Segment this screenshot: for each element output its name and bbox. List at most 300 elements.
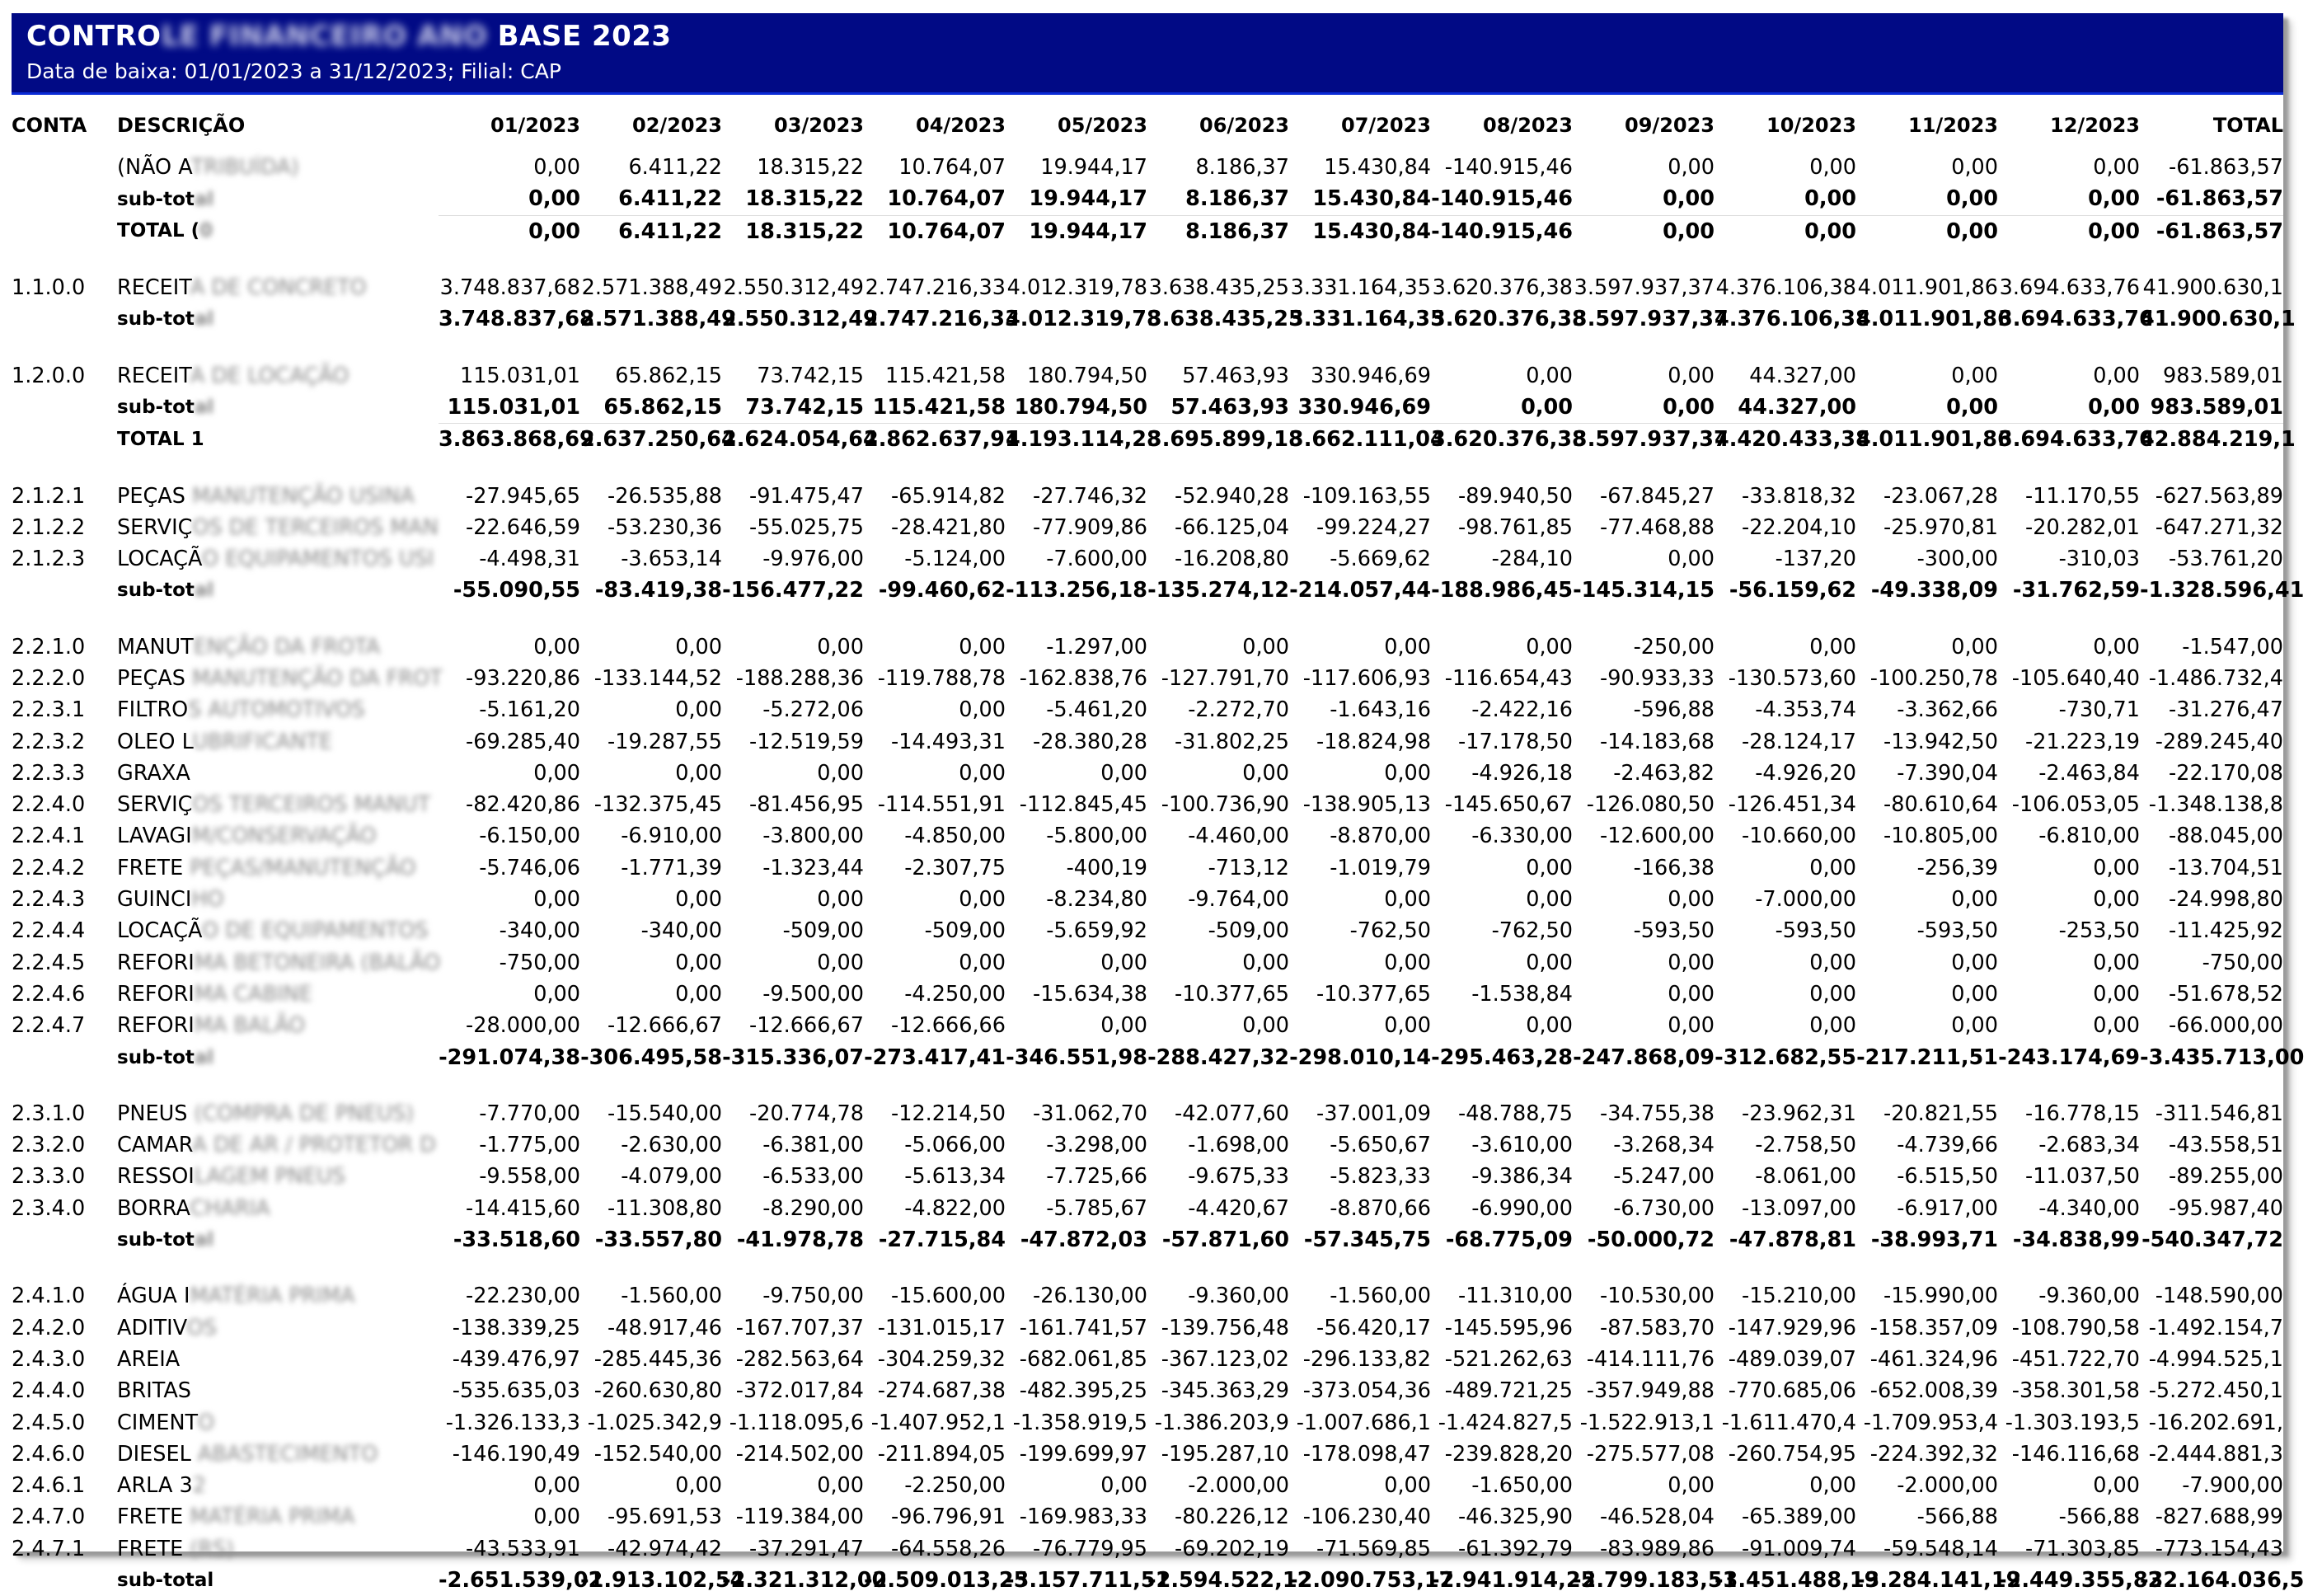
month-value-cell: 0,00 [1573, 215, 1715, 247]
month-value-cell: -55.025,75 [749, 514, 864, 540]
month-value-cell: -139.756,48 [1161, 1315, 1289, 1340]
month-value-cell: 0,00 [1668, 981, 1715, 1007]
account-code: 2.2.4.5 [12, 950, 86, 975]
month-value-cell: 0,00 [1809, 1473, 1856, 1499]
month-value-cell: -67.845,27 [1600, 483, 1715, 509]
month-value-cell: -91.009,74 [1742, 1536, 1856, 1561]
month-value-cell: 65.862,15 [615, 363, 722, 388]
description-visible-text: ARLA 3 [117, 1473, 193, 1499]
month-value-cell: -372.017,84 [735, 1378, 864, 1404]
month-value-cell: 4.012.319,78 [1006, 307, 1161, 332]
month-value-cell: 3.331.164,35 [1289, 307, 1445, 332]
month-value-cell: -19.287,55 [607, 729, 722, 754]
total-cell: -647.271,32 [2155, 514, 2283, 540]
month-value-cell: 8.186,37 [1195, 155, 1289, 181]
month-value-cell: -373.054,36 [1302, 1378, 1431, 1404]
month-value-cell: -12.600,00 [1600, 824, 1715, 849]
month-value-cell: -4.498,31 [479, 547, 580, 572]
table-row [12, 359, 2283, 391]
month-value-cell: -5.247,00 [1613, 1164, 1715, 1190]
month-value-cell: 0,00 [1384, 634, 1431, 660]
month-value-cell: -273.417,41 [864, 1044, 1006, 1070]
description-redacted-text: CHARIA [190, 1195, 270, 1221]
col-header-12-2023: 12/2023 [2050, 114, 2140, 137]
description-visible-text: ADITIV [117, 1315, 187, 1340]
month-value-cell: -288.427,32 [1147, 1044, 1289, 1070]
month-value-cell: -127.791,70 [1161, 666, 1289, 691]
description-redacted-text: A DE LOCAÇÃO [190, 363, 349, 388]
month-value-cell: 0,00 [2093, 363, 2140, 388]
month-value-cell: 3.695.899,18 [1147, 424, 1289, 456]
total-cell: -1.486.732,4 [2148, 666, 2283, 691]
month-value-cell: 0,00 [959, 634, 1006, 660]
month-value-cell: -28.380,28 [1033, 729, 1147, 754]
total-cell: -61.863,57 [2156, 186, 2283, 212]
table-row [12, 1129, 2283, 1161]
table-body [12, 152, 2305, 1596]
month-value-cell: 0,00 [1384, 760, 1431, 786]
account-description [117, 1041, 439, 1073]
month-value-cell: 0,00 [1521, 394, 1573, 420]
description-redacted-text: MATÉRIA PRIMA [190, 1284, 355, 1309]
month-value-cell: 330.946,69 [1310, 363, 1431, 388]
month-value-cell: 73.742,15 [757, 363, 864, 388]
month-value-cell: -1.025.342,9 [587, 1410, 722, 1435]
month-value-cell: -6.330,00 [1471, 824, 1573, 849]
total-cell: -750,00 [2202, 950, 2283, 975]
month-value-cell: 0,00 [533, 760, 580, 786]
month-value-cell: 4.376.106,38 [1715, 275, 1856, 301]
month-value-cell: -6.917,00 [1897, 1195, 1998, 1221]
month-value-cell: 0,00 [1242, 760, 1289, 786]
description-visible-text: BORRA [117, 1195, 190, 1221]
account-code: 2.3.4.0 [12, 1195, 86, 1221]
month-value-cell: -8.061,00 [1755, 1164, 1856, 1190]
account-code [12, 152, 117, 183]
month-value-cell: -1.407.952,1 [870, 1410, 1006, 1435]
month-value-cell: -95.691,53 [607, 1504, 722, 1530]
month-value-cell: -214.057,44 [1289, 578, 1431, 603]
month-value-cell: 4.376.106,38 [1715, 307, 1870, 332]
description-redacted-text: MANUTENÇÃO USINA [185, 483, 415, 509]
description-visible-text: DIESEL [117, 1441, 191, 1467]
month-value-cell: -11.170,55 [2025, 483, 2140, 509]
total-cell: -2.444.881,3 [2148, 1441, 2283, 1467]
month-value-cell: -682.061,85 [1019, 1346, 1147, 1372]
month-value-cell: -2.250,00 [904, 1473, 1006, 1499]
description-redacted-text: MA CABINE [194, 981, 312, 1007]
account-code: 2.1.2.1 [12, 483, 86, 509]
month-value-cell: 0,00 [2093, 855, 2140, 880]
month-value-cell: 0,00 [1809, 1013, 1856, 1039]
month-value-cell: -3.298,00 [1046, 1133, 1147, 1158]
account-description [117, 392, 439, 424]
month-value-cell: -214.502,00 [735, 1441, 864, 1467]
description-visible-text: PEÇAS [117, 483, 185, 509]
total-cell: -53.761,20 [2169, 547, 2283, 572]
total-cell: -22.170,08 [2169, 760, 2283, 786]
month-value-cell: -2.090.753,17 [1289, 1568, 1454, 1594]
month-value-cell: -247.868,09 [1573, 1044, 1715, 1070]
month-value-cell: -439.476,97 [452, 1346, 580, 1372]
account-code: 2.2.4.2 [12, 855, 86, 880]
month-value-cell: 8.186,37 [1147, 215, 1289, 247]
total-cell: -61.863,57 [2140, 215, 2283, 247]
month-value-cell: -188.986,45 [1431, 578, 1573, 603]
account-code: 2.4.6.0 [12, 1441, 86, 1467]
month-value-cell: -1.118.095,6 [729, 1410, 864, 1435]
month-value-cell: -2.758,50 [1755, 1133, 1856, 1158]
account-description [117, 663, 443, 694]
month-value-cell: -27.945,65 [466, 483, 580, 509]
month-value-cell: -106.053,05 [2011, 792, 2140, 818]
month-value-cell: -14.415,60 [466, 1195, 580, 1221]
month-value-cell: -5.066,00 [904, 1133, 1006, 1158]
month-value-cell: -224.392,32 [1869, 1441, 1998, 1467]
month-value-cell: -1.303.193,5 [2005, 1410, 2140, 1435]
month-value-cell: -138.905,13 [1302, 792, 1431, 818]
total-cell: -66.000,00 [2169, 1013, 2283, 1039]
month-value-cell: -119.788,78 [877, 666, 1006, 691]
month-value-cell: -34.838,99 [2012, 1228, 2140, 1253]
month-value-cell: -770.685,06 [1728, 1378, 1856, 1404]
month-value-cell: -5.272,06 [762, 697, 864, 723]
total-cell: -1.328.596,41 [2140, 578, 2305, 603]
month-value-cell: -5.461,20 [1046, 697, 1147, 723]
month-value-cell: -26.535,88 [607, 483, 722, 509]
month-value-cell: -131.015,17 [877, 1315, 1006, 1340]
month-value-cell: 0,00 [1668, 887, 1715, 913]
month-value-cell: 4.011.901,86 [1856, 307, 2012, 332]
month-value-cell: -1.698,00 [1188, 1133, 1289, 1158]
description-redacted-text: OS TERCEIROS MANUT [192, 792, 431, 818]
month-value-cell: -310,03 [2058, 547, 2140, 572]
month-value-cell: -91.475,47 [749, 483, 864, 509]
month-value-cell: -414.111,76 [1586, 1346, 1715, 1372]
month-value-cell: 0,00 [528, 186, 580, 212]
month-value-cell: -65.389,00 [1742, 1504, 1856, 1530]
month-value-cell: -77.909,86 [1033, 514, 1147, 540]
month-value-cell: -345.363,29 [1161, 1378, 1289, 1404]
month-value-cell: -15.210,00 [1742, 1284, 1856, 1309]
month-value-cell: -61.392,79 [1458, 1536, 1573, 1561]
table-row [12, 1098, 2283, 1129]
description-redacted-text: MA BALÃO [194, 1013, 306, 1039]
account-code: 2.3.2.0 [12, 1133, 86, 1158]
subtotal-row [12, 575, 2283, 606]
description-visible-text: RECEIT [117, 275, 190, 301]
table-row [12, 543, 2283, 575]
month-value-cell: -12.666,67 [607, 1013, 722, 1039]
month-value-cell: -15.990,00 [1883, 1284, 1998, 1309]
description-visible-text: REFORI [117, 950, 195, 975]
table-row [12, 694, 2283, 725]
month-value-cell: -312.682,55 [1715, 1044, 1856, 1070]
month-value-cell: 2.550.312,49 [722, 307, 878, 332]
description-visible-text: AREIA [117, 1346, 181, 1372]
table-row [12, 725, 2283, 757]
month-value-cell: -113.256,18 [1006, 578, 1147, 603]
month-value-cell: -18.824,98 [1316, 729, 1431, 754]
month-value-cell: -99.460,62 [878, 578, 1006, 603]
month-value-cell: 2.637.250,64 [580, 424, 722, 456]
month-value-cell: -116.654,43 [1444, 666, 1573, 691]
month-value-cell: -71.569,85 [1316, 1536, 1431, 1561]
month-value-cell: -83.989,86 [1600, 1536, 1715, 1561]
description-visible-text: SERVIÇ [117, 792, 193, 818]
description-visible-text: RESSOI [117, 1164, 195, 1190]
month-value-cell: 0,00 [1951, 1013, 1998, 1039]
month-value-cell: -451.722,70 [2011, 1346, 2140, 1372]
month-value-cell: -162.838,76 [1019, 666, 1147, 691]
month-value-cell: 0,00 [1242, 1013, 1289, 1039]
month-value-cell: -20.821,55 [1883, 1101, 1998, 1126]
description-visible-text: FRETE [117, 1536, 184, 1561]
description-visible-text: TOTAL ( [117, 220, 200, 242]
account-code [12, 1565, 117, 1596]
table-row [12, 789, 2283, 820]
row-spacer [12, 335, 2283, 359]
month-value-cell: -1.771,39 [621, 855, 722, 880]
month-value-cell: 18.315,22 [722, 215, 864, 247]
month-value-cell: 57.463,93 [1182, 363, 1289, 388]
month-value-cell: -146.116,68 [2011, 1441, 2140, 1467]
month-value-cell: -156.477,22 [722, 578, 864, 603]
month-value-cell: -2.463,84 [2038, 760, 2140, 786]
month-value-cell: -243.174,69 [1998, 1044, 2140, 1070]
month-value-cell: -46.325,90 [1458, 1504, 1573, 1530]
month-value-cell: 0,00 [1998, 215, 2140, 247]
month-value-cell: -23.962,31 [1742, 1101, 1856, 1126]
month-value-cell: 6.411,22 [580, 215, 722, 247]
account-description [117, 1375, 439, 1406]
table-row [12, 1533, 2283, 1565]
description-visible-text: FRETE [117, 855, 184, 880]
account-code: 2.4.5.0 [12, 1410, 86, 1435]
table-row [12, 1280, 2283, 1312]
month-value-cell: -274.687,38 [877, 1378, 1006, 1404]
month-value-cell: -652.008,39 [1869, 1378, 1998, 1404]
month-value-cell: -42.077,60 [1175, 1101, 1289, 1126]
account-code: 2.4.6.1 [12, 1473, 86, 1499]
month-value-cell: -4.420,67 [1188, 1195, 1289, 1221]
col-header-10-2023: 10/2023 [1766, 114, 1856, 137]
month-value-cell: -28.000,00 [466, 1013, 580, 1039]
month-value-cell: -1.424.827,5 [1438, 1410, 1573, 1435]
account-description [117, 915, 439, 946]
month-value-cell: 18.315,22 [757, 155, 864, 181]
month-value-cell: -1.297,00 [1046, 634, 1147, 660]
row-spacer [12, 247, 2283, 272]
month-value-cell: -1.386.203,9 [1154, 1410, 1289, 1435]
total-cell: -95.987,40 [2169, 1195, 2283, 1221]
month-value-cell: 0,00 [1526, 887, 1573, 913]
month-value-cell: -5.823,33 [1330, 1164, 1431, 1190]
description-redacted-text: (RS) [183, 1536, 235, 1561]
col-header-05-2023: 05/2023 [1058, 114, 1147, 137]
month-value-cell: 0,00 [1384, 887, 1431, 913]
month-value-cell: 18.315,22 [745, 186, 864, 212]
account-description [117, 1344, 439, 1375]
month-value-cell: 0,00 [533, 1473, 580, 1499]
month-value-cell: -6.533,00 [762, 1164, 864, 1190]
description-redacted-text: S AUTOMOTIVOS [188, 697, 365, 723]
account-code [12, 424, 117, 456]
description-redacted-text: al [194, 397, 214, 419]
account-code: 2.4.4.0 [12, 1378, 86, 1404]
month-value-cell: -2.000,00 [1188, 1473, 1289, 1499]
account-code [12, 183, 117, 215]
month-value-cell: 2.624.054,64 [722, 424, 864, 456]
month-value-cell: -3.653,14 [621, 547, 722, 572]
total-cell: -4.994.525,1 [2148, 1346, 2283, 1372]
month-value-cell: -195.287,10 [1161, 1441, 1289, 1467]
account-code: 2.2.4.7 [12, 1013, 86, 1039]
month-value-cell: -57.871,60 [1161, 1228, 1289, 1253]
month-value-cell: -1.643,16 [1330, 697, 1431, 723]
month-value-cell: -9.386,34 [1471, 1164, 1573, 1190]
description-redacted-text: ENÇÃO DA FROTA [193, 634, 381, 660]
subtotal-row [12, 392, 2283, 424]
total-cell: 983.589,01 [2150, 394, 2283, 420]
month-value-cell: 3.597.937,37 [1574, 275, 1715, 301]
month-value-cell: -96.796,91 [891, 1504, 1006, 1530]
month-value-cell: -80.610,64 [1883, 792, 1998, 818]
table-header-row [12, 104, 2283, 152]
month-value-cell: -2.321.312,00 [722, 1568, 887, 1594]
month-value-cell: -358.301,58 [2011, 1378, 2140, 1404]
col-header-03-2023: 03/2023 [774, 114, 864, 137]
month-value-cell: 0,00 [1951, 634, 1998, 660]
month-value-cell: -132.375,45 [593, 792, 722, 818]
month-value-cell: -10.660,00 [1742, 824, 1856, 849]
description-visible-text: (NÃO A [117, 155, 191, 181]
total-cell: -311.546,81 [2155, 1101, 2283, 1126]
month-value-cell: 0,00 [2093, 1473, 2140, 1499]
month-value-cell: 0,00 [675, 760, 722, 786]
month-value-cell: -169.983,33 [1019, 1504, 1147, 1530]
account-description [117, 303, 439, 335]
month-value-cell: 3.694.633,76 [1998, 307, 2154, 332]
month-value-cell: 0,00 [1809, 950, 1856, 975]
month-value-cell: -3.610,00 [1471, 1133, 1573, 1158]
month-value-cell: -8.870,00 [1330, 824, 1431, 849]
description-redacted-text: O EQUIPAMENTOS USI [201, 547, 434, 572]
description-redacted-text: MATÉRIA PRIMA [183, 1504, 355, 1530]
month-value-cell: 0,00 [1384, 1013, 1431, 1039]
month-value-cell: 0,00 [1951, 155, 1998, 181]
financial-table [12, 104, 2305, 1596]
subtotal-row [12, 1224, 2283, 1256]
total-cell: -289.245,40 [2155, 729, 2283, 754]
total-cell: -1.492.154,7 [2148, 1315, 2283, 1340]
month-value-cell: 4.420.433,38 [1715, 424, 1856, 456]
month-value-cell: -4.926,20 [1755, 760, 1856, 786]
month-value-cell: -566,88 [2058, 1504, 2140, 1530]
month-value-cell: -106.230,40 [1302, 1504, 1431, 1530]
table-row [12, 758, 2283, 789]
account-description [117, 1501, 439, 1533]
month-value-cell: -315.336,07 [722, 1044, 864, 1070]
report-subtitle: Data de baixa: 01/01/2023 a 31/12/2023; Filial: CAP [26, 59, 561, 83]
description-visible-text: sub-tot [117, 397, 195, 419]
month-value-cell: -340,00 [640, 918, 722, 944]
month-value-cell: -93.220,86 [466, 666, 580, 691]
month-value-cell: 0,00 [439, 215, 580, 247]
account-code: 2.4.2.0 [12, 1315, 86, 1340]
month-value-cell: 0,00 [1526, 634, 1573, 660]
month-value-cell: -2.509.013,25 [864, 1568, 1029, 1594]
month-value-cell: -199.699,97 [1019, 1441, 1147, 1467]
description-redacted-text: 2 [192, 1473, 206, 1499]
description-visible-text: PEÇAS [117, 666, 185, 691]
description-redacted-text: O [198, 1410, 215, 1435]
month-value-cell: -17.178,50 [1458, 729, 1573, 754]
month-value-cell: -33.518,60 [453, 1228, 580, 1253]
month-value-cell: -138.339,25 [452, 1315, 580, 1340]
month-value-cell: -140.915,46 [1444, 155, 1573, 181]
total-cell: -827.688,99 [2155, 1504, 2283, 1530]
total-cell: -11.425,92 [2169, 918, 2283, 944]
account-description [117, 947, 439, 979]
month-value-cell: -22.646,59 [466, 514, 580, 540]
month-value-cell: 2.747.216,33 [864, 307, 1020, 332]
month-value-cell: -108.790,58 [2011, 1315, 2140, 1340]
month-value-cell: 0,00 [1809, 981, 1856, 1007]
month-value-cell: -7.600,00 [1046, 547, 1147, 572]
subtotal-row [12, 1041, 2283, 1073]
month-value-cell: -46.528,04 [1600, 1504, 1715, 1530]
month-value-cell: -9.360,00 [2038, 1284, 2140, 1309]
col-header-01-2023: 01/2023 [490, 114, 580, 137]
month-value-cell: -80.226,12 [1175, 1504, 1289, 1530]
month-value-cell: 0,00 [959, 887, 1006, 913]
month-value-cell: -2.449.355,82 [1998, 1568, 2163, 1594]
month-value-cell: -66.125,04 [1175, 514, 1289, 540]
month-value-cell: -1.522.913,1 [1579, 1410, 1715, 1435]
month-value-cell: 10.764,07 [898, 155, 1006, 181]
month-value-cell: 0,00 [2093, 1013, 2140, 1039]
month-value-cell: 0,00 [817, 887, 864, 913]
month-value-cell: -4.850,00 [904, 824, 1006, 849]
description-visible-text: sub-tot [117, 308, 195, 331]
account-description [117, 575, 439, 606]
month-value-cell: 6.411,22 [628, 155, 722, 181]
month-value-cell: 0,00 [1946, 394, 1998, 420]
month-value-cell: 0,00 [1946, 186, 1998, 212]
col-header-09-2023: 09/2023 [1625, 114, 1715, 137]
month-value-cell: -8.290,00 [762, 1195, 864, 1221]
report-title: CONTROLE FINANCEIRO ANO BASE 2023 [26, 20, 672, 53]
month-value-cell: 180.794,50 [1026, 363, 1147, 388]
month-value-cell: 3.662.111,04 [1289, 424, 1431, 456]
month-value-cell: -1.611.470,4 [1721, 1410, 1856, 1435]
month-value-cell: -12.666,67 [749, 1013, 864, 1039]
month-value-cell: -340,00 [499, 918, 580, 944]
month-value-cell: -145.314,15 [1573, 578, 1715, 603]
description-visible-text: GUINCI [117, 887, 192, 913]
month-value-cell: -596,88 [1633, 697, 1715, 723]
month-value-cell: -4.079,00 [621, 1164, 722, 1190]
month-value-cell: -14.183,68 [1600, 729, 1715, 754]
description-redacted-text: MANUTENÇÃO DA FROT [185, 666, 443, 691]
month-value-cell: -256,39 [1916, 855, 1998, 880]
month-value-cell: -1.709.953,4 [1863, 1410, 1998, 1435]
month-value-cell: -285.445,36 [593, 1346, 722, 1372]
table-row [12, 1375, 2283, 1406]
month-value-cell: -295.463,28 [1431, 1044, 1573, 1070]
month-value-cell: 115.421,58 [884, 363, 1006, 388]
